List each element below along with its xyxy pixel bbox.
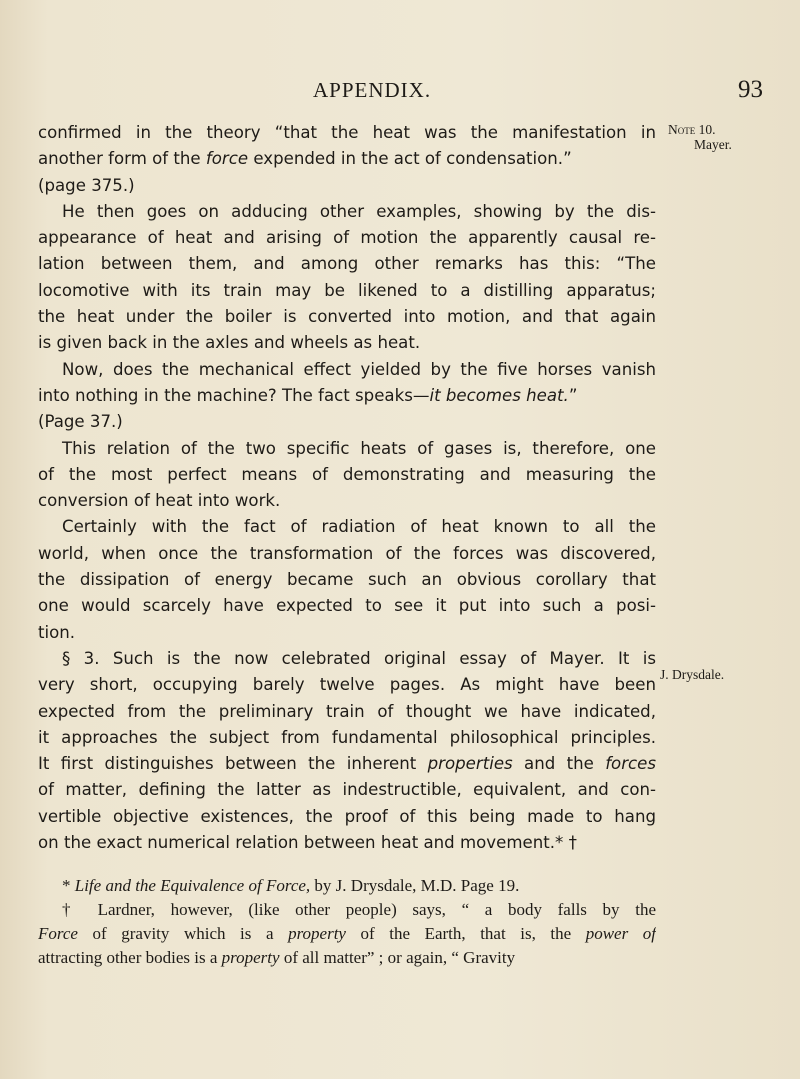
text-line: another form of the force expended in the act of condensation.” (38, 149, 572, 169)
text-line: appearance of heat and arising of motion the apparently causal re- (38, 228, 656, 248)
text-line: confirmed in the theory “that the heat was the manifestation in (38, 123, 656, 142)
text-line: one would scarcely have expected to see it put into such a posi- (38, 596, 656, 616)
margin-note-label: Note 10. (668, 122, 716, 137)
body-text (38, 120, 656, 856)
text-line: (page 375.) (38, 175, 135, 195)
text-line: vertible objective existences, the proof of this being made to hang (38, 806, 656, 826)
footnote-line: Force of gravity which is a property of the Earth, that is, the power of (38, 924, 656, 943)
footnote-line: * Life and the Equivalence of Force, by J. Drysdale, M.D. Page 19. (62, 876, 520, 895)
margin-note-drysdale: J. Drysdale. (660, 667, 725, 682)
footnotes (38, 874, 656, 970)
text-line: world, when once the transformation of the forces was discovered, (38, 543, 656, 563)
text-line: very short, occupying barely twelve pages. As might have been (38, 675, 656, 695)
text-line: He then goes on adducing other examples, showing by the dis- (62, 201, 656, 221)
text-line: the heat under the boiler is converted into motion, and that again (38, 307, 656, 327)
text-line: of the most perfect means of demonstrating and measuring the (38, 464, 656, 484)
text-line: locomotive with its train may be likened to a distilling apparatus; (38, 280, 656, 300)
text-line: lation between them, and among other remarks has this: “The (38, 254, 656, 274)
footnote-line: † Lardner, however, (like other people) says, “ a body falls by the (62, 900, 656, 919)
text-line: § 3. Such is the now celebrated original essay of Mayer. It is (62, 648, 656, 668)
text-line: of matter, defining the latter as indestructible, equivalent, and con- (38, 780, 656, 800)
margin-note-subject: Mayer. (694, 137, 732, 152)
running-head: APPENDIX. (313, 78, 432, 102)
text-line: It first distinguishes between the inherent properties and the forces (38, 754, 656, 774)
text-line: on the exact numerical relation between heat and movement.* † (38, 833, 577, 853)
margin-note-10 (668, 122, 764, 152)
text-line: the dissipation of energy became such an obvious corollary that (38, 570, 656, 590)
page-number: 93 (738, 76, 763, 103)
text-line: (Page 37.) (38, 412, 123, 432)
text-line: Certainly with the fact of radiation of heat known to all the (62, 517, 656, 537)
text-line: is given back in the axles and wheels as heat. (38, 333, 421, 353)
text-line: it approaches the subject from fundamental philosophical principles. (38, 727, 656, 747)
page-header (0, 76, 800, 106)
footnote-line: attracting other bodies is a property of all matter” ; or again, “ Gravity (38, 948, 516, 967)
text-line: into nothing in the machine? The fact speaks—it becomes heat.” (38, 385, 578, 405)
text-line: expected from the preliminary train of thought we have indicated, (38, 701, 656, 721)
text-line: conversion of heat into work. (38, 491, 281, 511)
text-line: Now, does the mechanical effect yielded by the five horses vanish (62, 359, 656, 379)
text-line: tion. (38, 622, 76, 642)
text-line: This relation of the two specific heats of gases is, therefore, one (62, 438, 656, 458)
